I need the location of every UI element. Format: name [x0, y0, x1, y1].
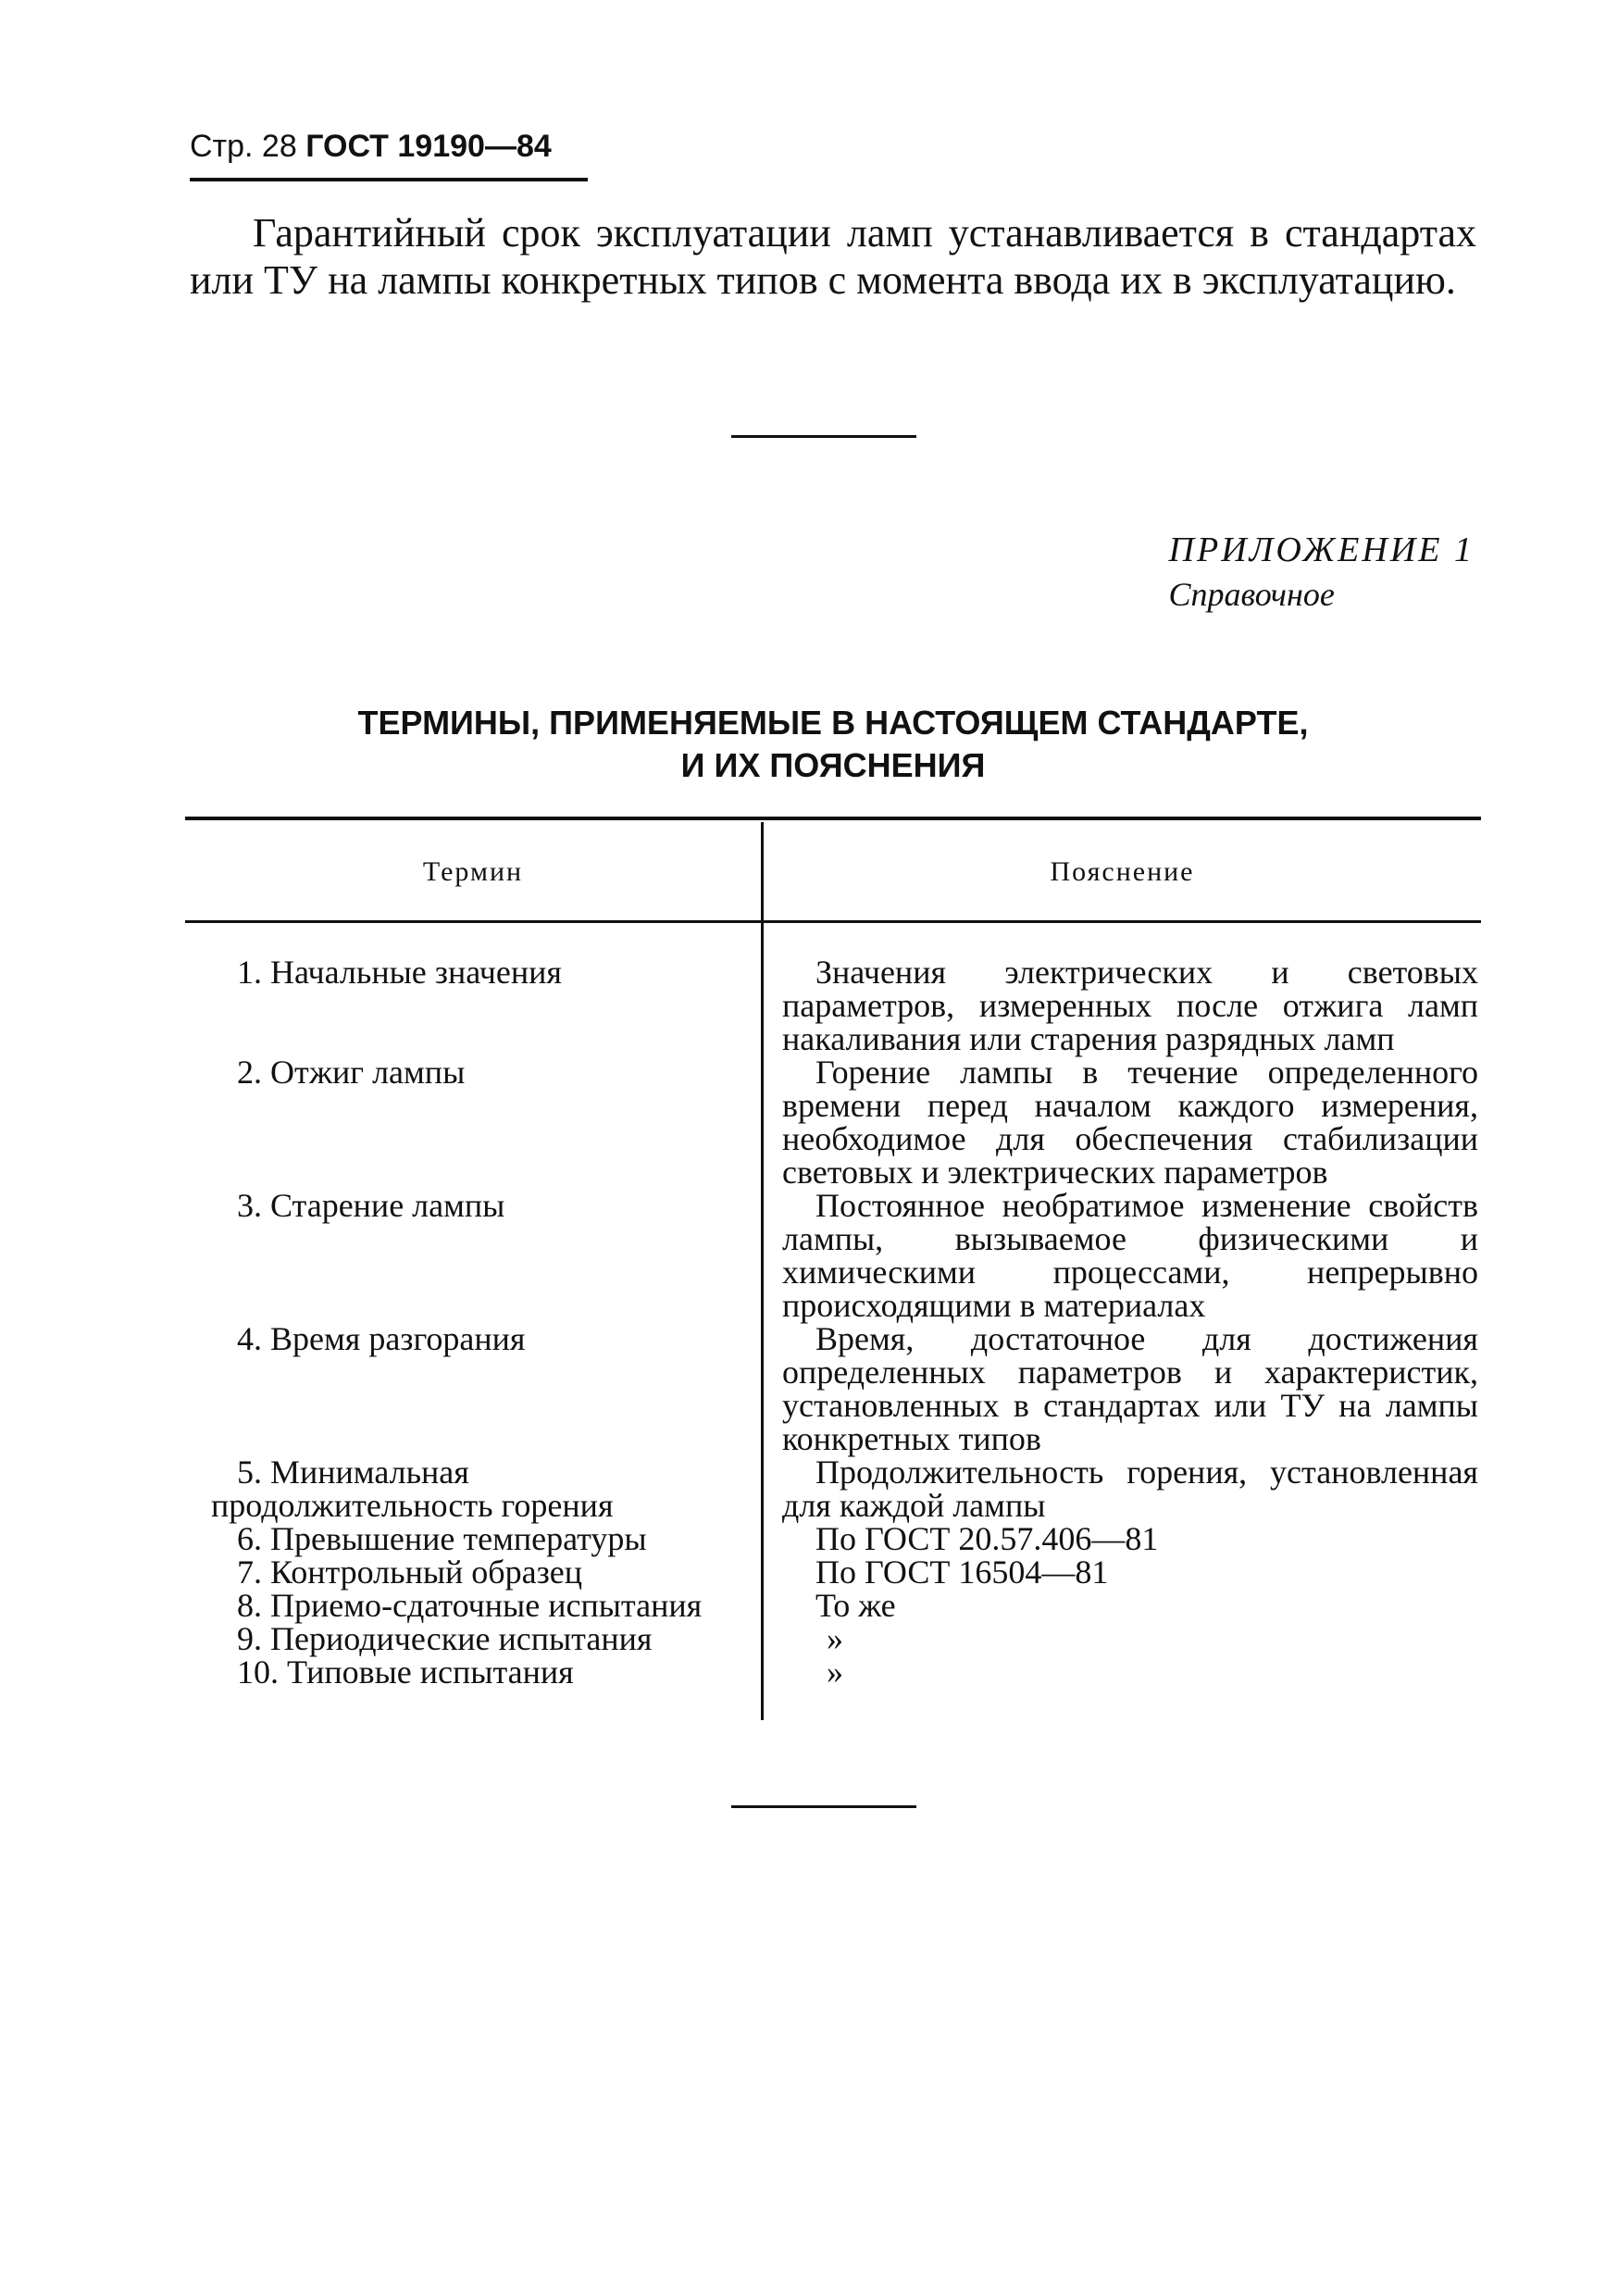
term-cell: 7. Контрольный образец	[237, 1554, 583, 1591]
term-cell: 8. Приемо-сдаточные испытания	[237, 1587, 703, 1624]
appendix-heading	[1169, 528, 1475, 617]
table-row	[185, 1189, 1481, 1322]
gost-number: ГОСТ 19190—84	[305, 129, 552, 164]
explanation-cell: Продолжительность горения, установленная для каждой лампы	[782, 1454, 1478, 1524]
table-row	[185, 1555, 1481, 1589]
table-row	[185, 1322, 1481, 1455]
explanation-cell: »	[827, 1620, 843, 1657]
term-cell: 10. Типовые испытания	[237, 1653, 574, 1691]
table-body	[185, 955, 1481, 1689]
term-cell: 9. Периодические испытания	[237, 1620, 653, 1657]
table-row	[185, 1589, 1481, 1622]
explanation-cell: Горение лампы в течение определенного времени перед началом каждого измерения, необходимое для обеспечения стабилизации световых и электрических параметров	[782, 1054, 1478, 1191]
terms-table	[185, 817, 1481, 1724]
table-row	[185, 1522, 1481, 1555]
table-row	[185, 1622, 1481, 1655]
explanation-cell: Значения электрических и световых параметров, измеренных после отжига ламп накаливания или старения разрядных ламп	[782, 954, 1478, 1057]
table-row	[185, 1655, 1481, 1689]
explanation-cell: »	[827, 1653, 843, 1691]
term-cell: 2. Отжиг лампы	[237, 1054, 466, 1091]
separator-rule	[731, 435, 916, 438]
explanation-cell: Время, достаточное для достижения определенных параметров и характеристик, установленных в стандартах или ТУ на лампы конкретных типов	[782, 1320, 1478, 1457]
term-cell: 1. Начальные значения	[237, 954, 562, 991]
column-header-term: Термин	[422, 856, 524, 887]
table-row	[185, 1455, 1481, 1522]
page-number: Стр. 28	[190, 129, 297, 164]
explanation-cell: Постоянное необратимое изменение свойств лампы, вызываемое физическими и химическими процессами, непрерывно происходящими в материалах	[782, 1187, 1478, 1324]
term-cell: 4. Время разгорания	[237, 1320, 526, 1357]
appendix-kind: Справочное	[1168, 576, 1335, 613]
table-header-rule	[185, 920, 1481, 923]
term-cell: 3. Старение лампы	[237, 1187, 505, 1224]
separator-rule	[731, 1805, 916, 1808]
appendix-label: ПРИЛОЖЕНИЕ 1	[1168, 530, 1475, 569]
table-title-line-1: ТЕРМИНЫ, ПРИМЕНЯЕМЫЕ В НАСТОЯЩЕМ СТАНДАРТЕ,	[357, 704, 1309, 742]
explanation-cell: По ГОСТ 20.57.406—81	[815, 1520, 1159, 1557]
table-row	[185, 955, 1481, 1055]
table-row	[185, 1055, 1481, 1189]
term-cell: 5. Минимальная продолжительность горения	[211, 1454, 614, 1524]
explanation-cell: То же	[815, 1587, 896, 1624]
table-top-rule	[185, 817, 1481, 820]
intro-paragraph: Гарантийный срок эксплуатации ламп устанавливается в стандартах или ТУ на лампы конкретных типов с момента ввода их в эксплуатацию.	[190, 210, 1476, 303]
page-header	[190, 126, 588, 181]
table-title-line-2: И ИХ ПОЯСНЕНИЯ	[680, 746, 986, 784]
explanation-cell: По ГОСТ 16504—81	[815, 1554, 1109, 1591]
term-cell: 6. Превышение температуры	[237, 1520, 647, 1557]
table-title	[185, 702, 1481, 787]
column-header-explanation: Пояснение	[1050, 856, 1195, 887]
